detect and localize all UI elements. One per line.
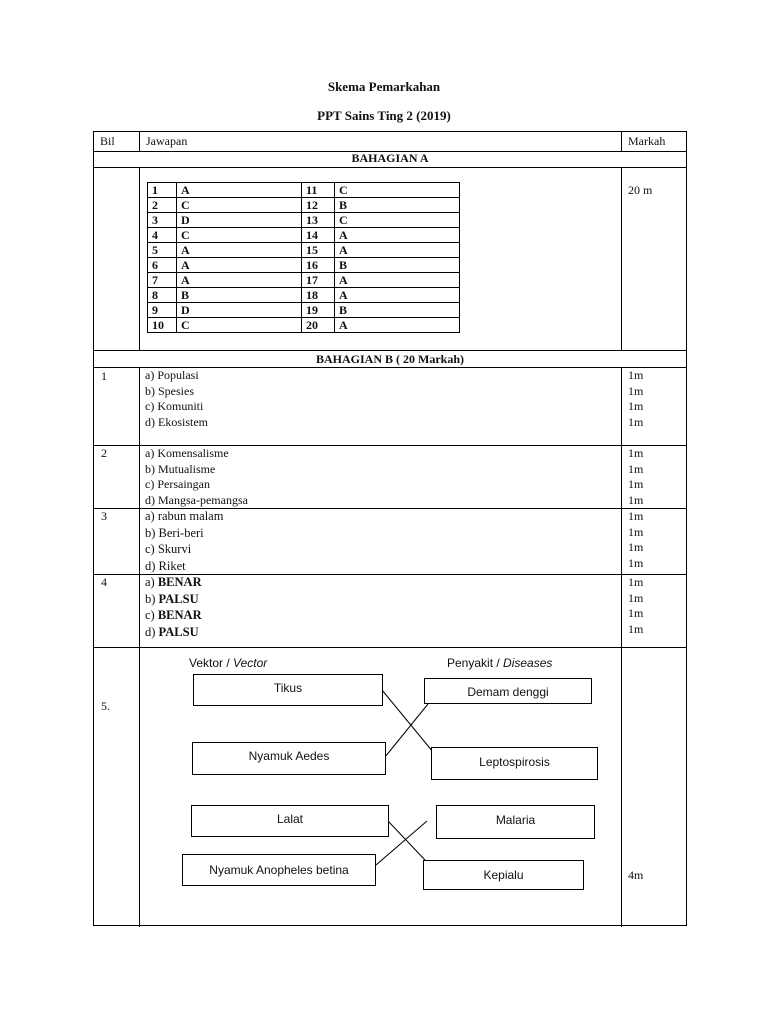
connector-line: [385, 704, 428, 757]
answer-line: b) Spesies: [145, 383, 194, 398]
question-number: 19: [302, 303, 335, 318]
answer-line: d) Riket: [145, 558, 186, 573]
disease-box-demam-denggi: Demam denggi: [424, 678, 592, 704]
section-b-heading: BAHAGIAN B ( 20 Markah): [315, 352, 464, 366]
answer-letter: B: [335, 258, 460, 273]
answer-line: d) Mangsa-pemangsa: [145, 492, 248, 507]
question-number: 20: [302, 318, 335, 333]
question-number: 12: [302, 198, 335, 213]
question-number: 7: [148, 273, 177, 288]
question-number: 16: [302, 258, 335, 273]
question-number: 3: [101, 509, 107, 523]
question-number: 8: [148, 288, 177, 303]
answer-letter: B: [335, 198, 460, 213]
mark-value: 1m: [628, 414, 644, 429]
answer-line: a) Populasi: [145, 368, 199, 382]
answer-letter: C: [335, 213, 460, 228]
mark-value: 1m: [628, 606, 644, 620]
answer-letter: A: [335, 228, 460, 243]
item-answer: BENAR: [157, 575, 202, 589]
matching-connector-lines: [94, 132, 686, 925]
question-number: 11: [302, 183, 335, 198]
disease-box-malaria: Malaria: [436, 805, 595, 839]
question-number: 1: [101, 369, 107, 383]
marking-scheme-table: [93, 131, 687, 926]
answer-letter: D: [177, 213, 302, 228]
section-a-mark: 20 m: [628, 183, 653, 197]
question-number: 14: [302, 228, 335, 243]
item-prefix: a): [145, 575, 155, 589]
mark-value: 1m: [628, 477, 644, 491]
answer-line: c) Skurvi: [145, 542, 192, 556]
question-number: 10: [148, 318, 177, 333]
answer-letter: C: [177, 198, 302, 213]
mark-value: 1m: [628, 555, 644, 570]
answer-letter: A: [177, 243, 302, 258]
question-number: 6: [148, 258, 177, 273]
mark-value: 1m: [628, 540, 644, 554]
mark-value: 1m: [628, 621, 644, 636]
question-number: 5: [148, 243, 177, 258]
vector-box-tikus: Tikus: [193, 674, 383, 706]
disease-box-leptospirosis: Leptospirosis: [431, 747, 598, 780]
answer-letter: C: [335, 183, 460, 198]
question-number: 13: [302, 213, 335, 228]
heading-text-english: Vector: [233, 656, 268, 670]
question-number: 9: [148, 303, 177, 318]
answer-line: b) Beri-beri: [145, 525, 204, 540]
vector-box-nyamuk-anopheles: Nyamuk Anopheles betina: [182, 854, 376, 886]
answer-line: c) Komuniti: [145, 399, 204, 413]
answer-line: a) Komensalisme: [145, 446, 229, 460]
item-answer: PALSU: [158, 591, 199, 606]
answer-letter: A: [335, 288, 460, 303]
question-number: 18: [302, 288, 335, 303]
section-a-heading: BAHAGIAN A: [351, 151, 429, 165]
question-number: 1: [148, 183, 177, 198]
question-number: 4: [101, 575, 107, 589]
item-answer: BENAR: [157, 608, 202, 622]
mark-value: 1m: [628, 524, 644, 539]
answer-line: c) Persaingan: [145, 477, 210, 491]
answer-line: b) Mutualisme: [145, 461, 216, 476]
mark-value: 1m: [628, 590, 644, 605]
question-number: 15: [302, 243, 335, 258]
question-number: 5.: [101, 699, 110, 713]
page-subtitle: PPT Sains Ting 2 (2019): [317, 108, 451, 123]
mark-value: 1m: [628, 446, 644, 460]
connector-line: [388, 821, 425, 860]
mark-value: 1m: [628, 492, 644, 507]
answer-letter: A: [177, 273, 302, 288]
answer-letter: D: [177, 303, 302, 318]
answer-letter: A: [335, 273, 460, 288]
heading-text-english: Diseases: [503, 656, 553, 670]
column-header-jawapan: Jawapan: [146, 134, 188, 148]
question-number: 3: [148, 213, 177, 228]
answer-letter: C: [177, 228, 302, 243]
answer-letter: A: [177, 258, 302, 273]
answer-line: a) rabun malam: [145, 509, 224, 523]
vector-box-nyamuk-aedes: Nyamuk Aedes: [192, 742, 386, 775]
question-5-mark: 4m: [628, 868, 644, 882]
item-prefix: b): [145, 591, 156, 606]
question-number: 2: [101, 446, 107, 460]
column-header-bil: Bil: [100, 134, 115, 148]
item-prefix: d): [145, 624, 156, 639]
item-answer: PALSU: [158, 624, 199, 639]
question-number: 4: [148, 228, 177, 243]
answer-letter: A: [177, 183, 302, 198]
answer-letter: B: [335, 303, 460, 318]
answer-letter: C: [177, 318, 302, 333]
mark-value: 1m: [628, 575, 644, 589]
mark-value: 1m: [628, 368, 644, 382]
disease-box-kepialu: Kepialu: [423, 860, 584, 890]
question-number: 2: [148, 198, 177, 213]
heading-text: Vektor /: [189, 656, 234, 670]
mark-value: 1m: [628, 399, 644, 413]
answer-letter: A: [335, 318, 460, 333]
mark-value: 1m: [628, 461, 644, 476]
mark-value: 1m: [628, 383, 644, 398]
item-prefix: c): [145, 608, 155, 622]
mark-value: 1m: [628, 509, 644, 523]
heading-text: Penyakit /: [447, 656, 504, 670]
question-number: 17: [302, 273, 335, 288]
answer-letter: A: [335, 243, 460, 258]
column-header-markah: Markah: [628, 134, 666, 148]
answer-line: d) Ekosistem: [145, 414, 208, 429]
answer-letter: B: [177, 288, 302, 303]
page-title: Skema Pemarkahan: [327, 79, 441, 94]
vector-box-lalat: Lalat: [191, 805, 389, 837]
